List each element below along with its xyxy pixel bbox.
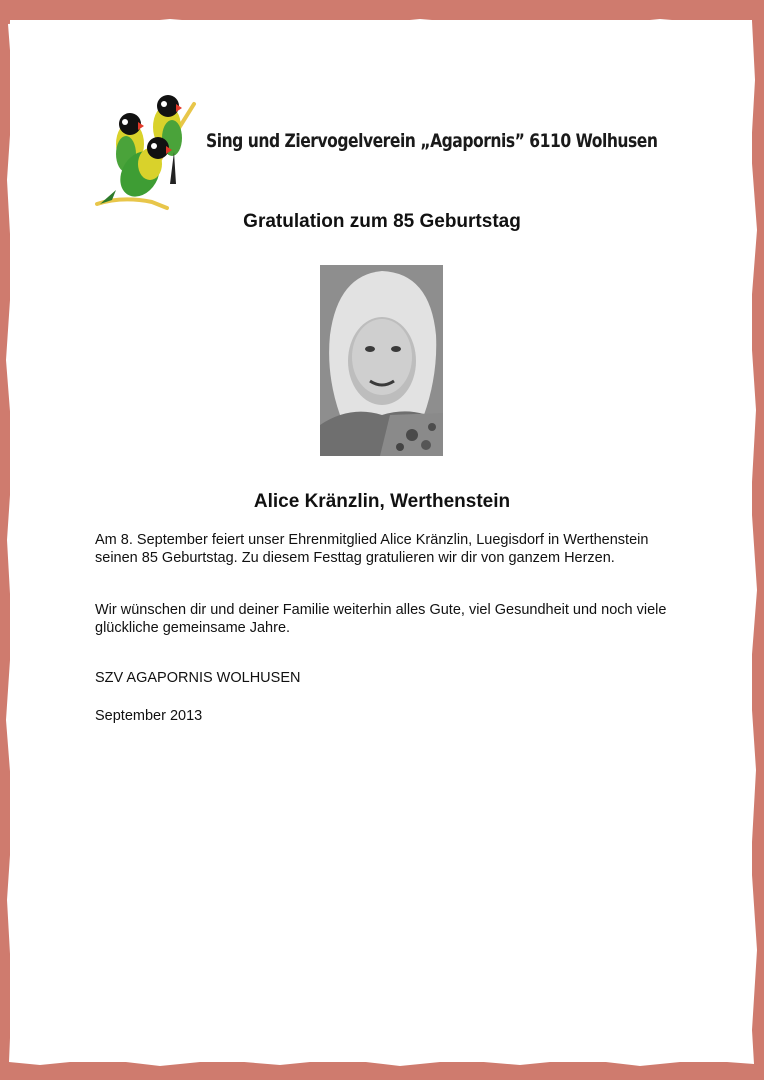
honoree-name: Alice Kränzlin, Werthenstein [253,491,511,512]
date: September 2013 [95,708,203,724]
page-title: Gratulation zum 85 Geburtstag [243,211,521,232]
club-name: Sing und Ziervogelverein „Agapornis” 6110 Wolhusen [206,130,658,152]
paragraph-birthday: Am 8. September feiert unser Ehrenmitglied Alice Kränzlin, Luegisdorf in Werthenstein seinen 85 Geburtstag. Zu diesem Festtag gratulieren wir dir von ganzem Herzen. [95,532,649,566]
paragraph-wishes: Wir wünschen dir und deiner Familie weiterhin alles Gute, viel Gesundheit und noch viele glückliche gemeinsame Jahre. [95,602,667,636]
honoree-photo [320,265,443,456]
lovebirds-logo [92,92,202,214]
signature: SZV AGAPORNIS WOLHUSEN [95,670,301,686]
